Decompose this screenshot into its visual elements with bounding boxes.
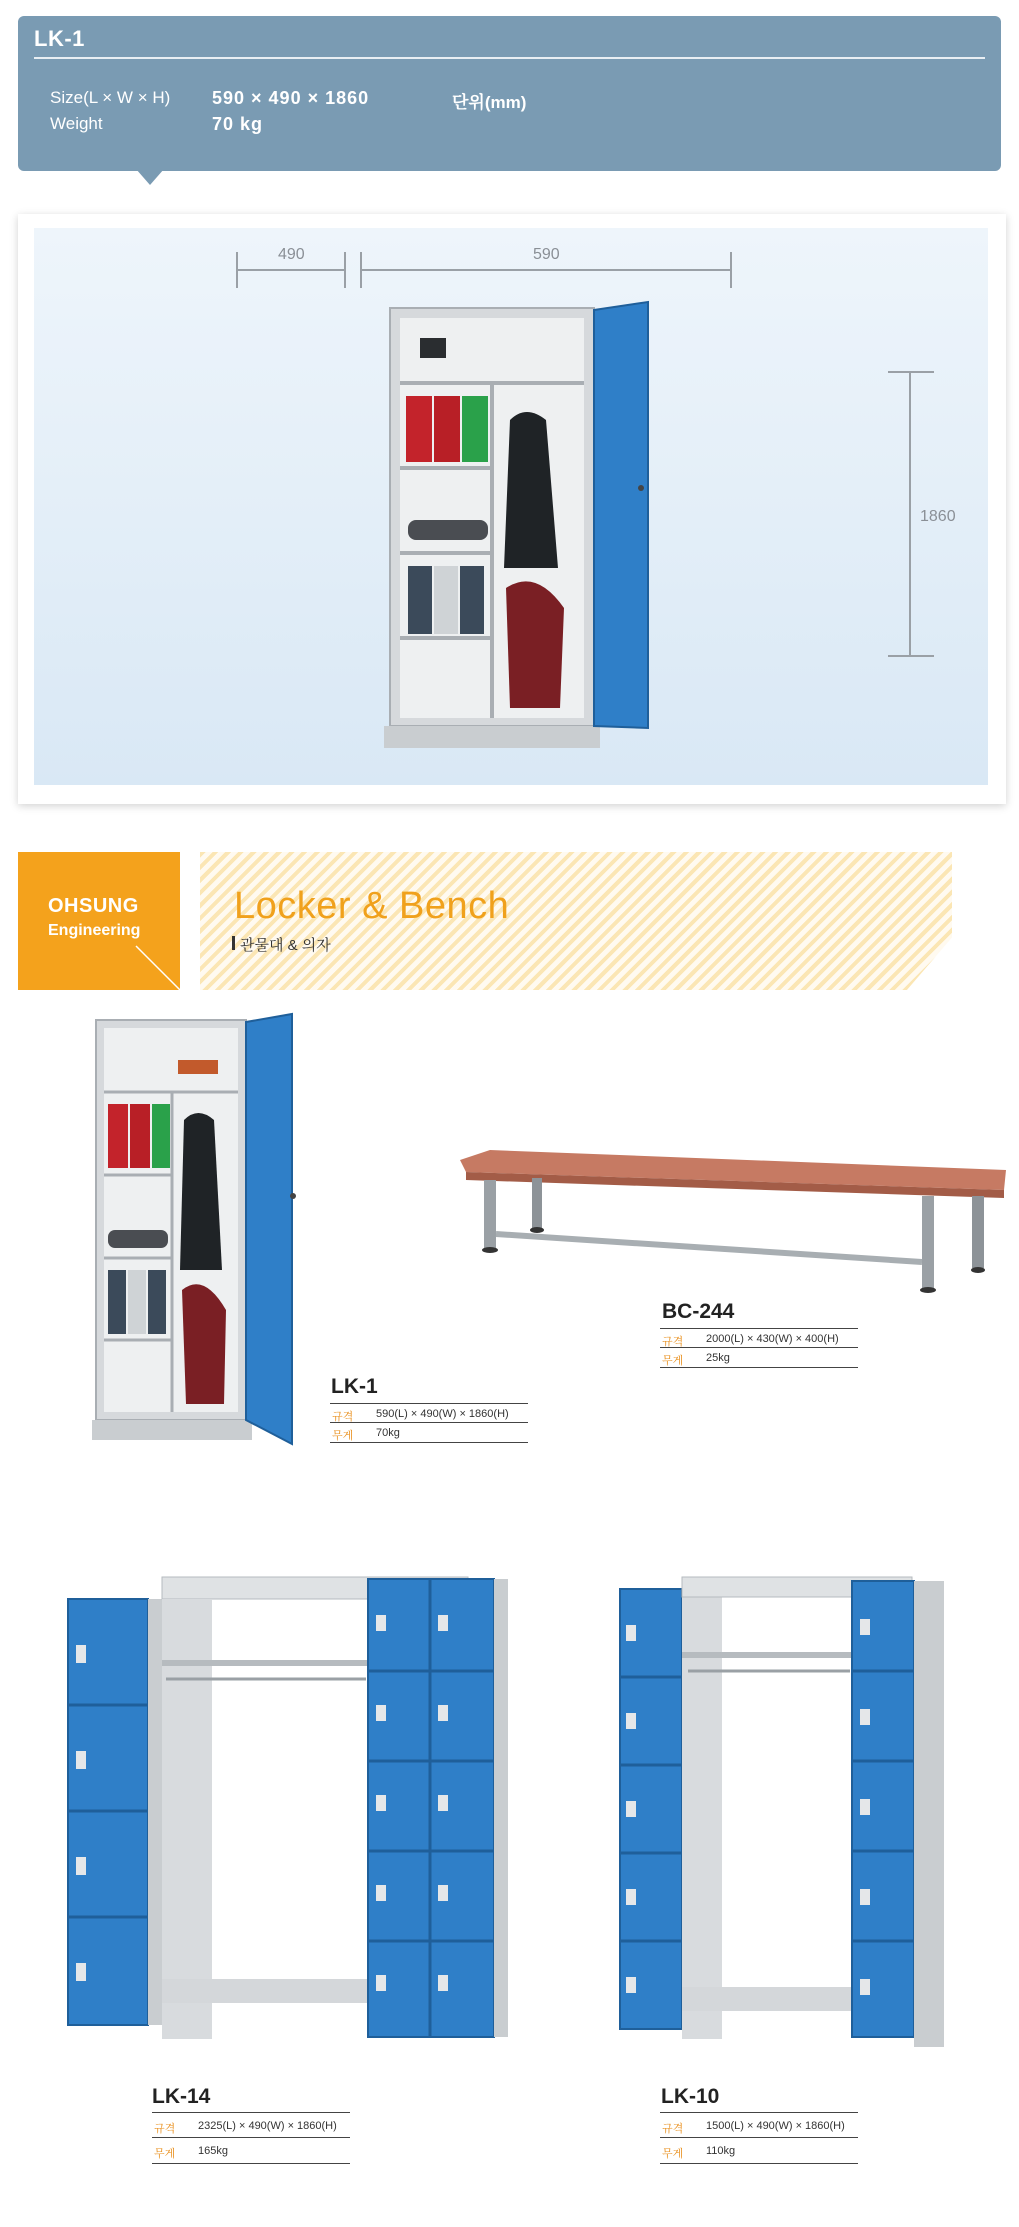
weight-label: Weight bbox=[50, 114, 103, 133]
locker-lk1-diagram-image bbox=[386, 308, 658, 758]
spec-value: 2325(L) × 490(W) × 1860(H) bbox=[198, 2120, 337, 2132]
spec-value: 2000(L) × 430(W) × 400(H) bbox=[706, 1333, 839, 1345]
locker-lk1-product-image bbox=[94, 1020, 300, 1450]
dim-width-label: 490 bbox=[278, 246, 305, 263]
spec-value: 590(L) × 490(W) × 1860(H) bbox=[376, 1408, 509, 1420]
spec-row bbox=[330, 1403, 528, 1423]
weight-key: 무게 bbox=[332, 1430, 354, 1442]
spec-key: 규격 bbox=[662, 1336, 684, 1348]
brand-name: OHSUNG bbox=[48, 895, 139, 917]
spec-row bbox=[152, 2112, 350, 2138]
spec-row bbox=[660, 1328, 858, 1348]
spec-row bbox=[660, 2112, 858, 2138]
product-name-lk14: LK-14 bbox=[152, 2085, 211, 2108]
product-name-lk1: LK-1 bbox=[331, 1375, 378, 1398]
spec-value: 1500(L) × 490(W) × 1860(H) bbox=[706, 2120, 845, 2132]
locker-lk14-image bbox=[66, 1575, 536, 2055]
weight-row bbox=[660, 1348, 858, 1368]
product-spec-bc244 bbox=[660, 1328, 858, 1368]
weight-value: 70kg bbox=[376, 1427, 400, 1439]
brand-subname: Engineering bbox=[48, 922, 141, 939]
weight-row bbox=[152, 2138, 350, 2164]
weight-value: 70 kg bbox=[212, 114, 264, 134]
spec-key: 규격 bbox=[332, 1411, 354, 1423]
dim-height-label: 1860 bbox=[920, 508, 956, 525]
brand-logo-box bbox=[18, 852, 180, 990]
spec-key: 규격 bbox=[662, 2123, 684, 2135]
weight-key: 무게 bbox=[154, 2148, 176, 2160]
size-label: Size(L × W × H) bbox=[50, 88, 171, 107]
unit-label: 단위(mm) bbox=[452, 93, 527, 112]
weight-value: 25kg bbox=[706, 1352, 730, 1364]
section-subtitle: 관물대 & 의자 bbox=[240, 934, 331, 955]
weight-value: 165kg bbox=[198, 2145, 228, 2157]
product-name-lk10: LK-10 bbox=[661, 2085, 720, 2108]
product-spec-lk14 bbox=[152, 2112, 350, 2164]
corner-fold-icon bbox=[136, 946, 180, 990]
product-spec-lk10 bbox=[660, 2112, 858, 2164]
locker-lk10-image bbox=[618, 1575, 958, 2055]
spec-key: 규격 bbox=[154, 2123, 176, 2135]
bench-bc244-image bbox=[460, 1150, 1010, 1310]
weight-row bbox=[330, 1423, 528, 1443]
spec-title: LK-1 bbox=[34, 26, 85, 51]
section-title: Locker & Bench bbox=[234, 885, 510, 927]
weight-key: 무게 bbox=[662, 2148, 684, 2160]
weight-value: 110kg bbox=[706, 2145, 736, 2157]
product-name-bc244: BC-244 bbox=[662, 1300, 735, 1323]
dim-length-label: 590 bbox=[533, 246, 560, 263]
size-value: 590 × 490 × 1860 bbox=[212, 88, 370, 108]
product-spec-lk1 bbox=[330, 1403, 528, 1443]
weight-row bbox=[660, 2138, 858, 2164]
weight-key: 무게 bbox=[662, 1355, 684, 1367]
